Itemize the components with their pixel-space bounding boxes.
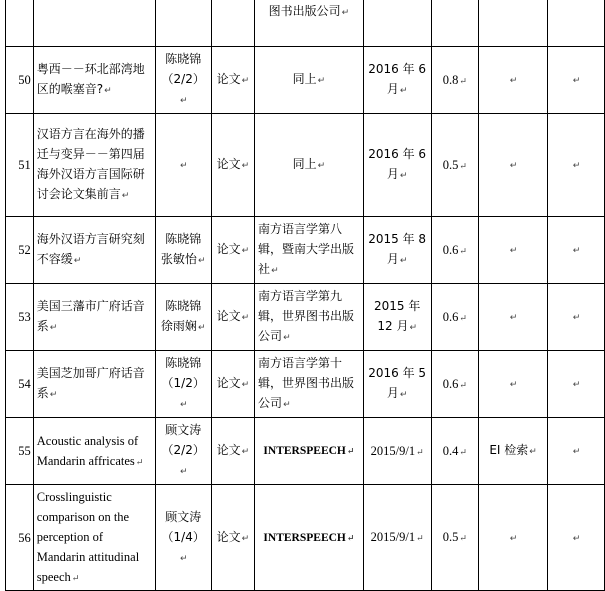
date-cell: 2015 年 12 月↵ [363,284,431,351]
note-cell [547,418,604,485]
date-cell: 2016 年 6 月↵ [363,47,431,114]
score-cell: 0.6↵ [431,351,479,418]
paragraph-mark-icon: ↵ [509,380,518,390]
paragraph-mark-icon: ↵ [572,380,581,390]
paragraph-mark-icon: ↵ [399,390,408,400]
author-cell: 顾文涛（1/4）↵ [155,485,211,591]
paragraph-mark-icon: ↵ [179,400,188,410]
source-cell: 同上↵ [255,114,364,217]
paragraph-mark-icon: ↵ [572,76,581,86]
paragraph-mark-icon: ↵ [49,323,58,333]
index-type-cell: EI 检索↵ [479,418,548,485]
date-cell: 2015/9/1↵ [363,485,431,591]
type-cell: 论文↵ [211,351,254,418]
index-type-cell [479,0,548,47]
paragraph-mark-icon: ↵ [271,266,279,276]
type-cell [211,0,254,47]
date-cell [363,0,431,47]
date-cell: 2016 年 5 月↵ [363,351,431,418]
source-cell: 图书出版公司↵ [255,0,364,47]
source-cell: INTERSPEECH↵ [255,418,364,485]
score-cell [431,0,479,47]
type-cell: 论文↵ [211,114,254,217]
date-cell: 2015/9/1↵ [363,418,431,485]
note-cell [547,114,604,217]
index-cell [6,0,34,47]
type-cell: 论文↵ [211,217,254,284]
paragraph-mark-icon: ↵ [179,467,188,477]
publication-table [5,0,605,591]
paragraph-mark-icon: ↵ [572,447,581,457]
score-cell: 0.6↵ [431,217,479,284]
paragraph-mark-icon: ↵ [241,246,250,256]
paragraph-mark-icon: ↵ [71,573,80,583]
paragraph-mark-icon: ↵ [179,161,188,171]
paragraph-mark-icon: ↵ [459,379,467,390]
paragraph-mark-icon: ↵ [341,8,350,18]
author-cell: 陈晓锦 徐雨娴↵ [155,284,211,351]
index-type-cell [479,217,548,284]
title-cell: Acoustic analysis of Mandarin affricates↵ [33,418,155,485]
row-number: 51 [6,114,34,217]
paragraph-mark-icon: ↵ [509,313,518,323]
paragraph-mark-icon: ↵ [241,533,250,544]
paragraph-mark-icon: ↵ [179,553,188,564]
paragraph-mark-icon: ↵ [459,446,467,457]
paragraph-mark-icon: ↵ [197,256,206,266]
note-cell [547,47,604,114]
row-number: 53 [6,284,34,351]
paragraph-mark-icon: ↵ [572,246,581,256]
title-cell [33,0,155,47]
score-cell: 0.5↵ [431,114,479,217]
note-cell [547,351,604,418]
paragraph-mark-icon: ↵ [179,96,188,106]
paragraph-mark-icon: ↵ [459,312,467,323]
type-cell: 论文↵ [211,485,254,591]
date-cell: 2015 年 8 月↵ [363,217,431,284]
source-cell: 南方语言学第八辑，暨南大学出版社↵ [255,217,364,284]
paragraph-mark-icon: ↵ [49,390,58,400]
index-type-cell [479,47,548,114]
note-cell [547,0,604,47]
paragraph-mark-icon: ↵ [121,191,130,201]
type-cell: 论文↵ [211,47,254,114]
paragraph-mark-icon: ↵ [241,76,250,86]
paragraph-mark-icon: ↵ [73,256,82,266]
source-cell: 南方语言学第九辑，世界图书出版公司↵ [255,284,364,351]
author-cell: 陈晓锦 张敏怡↵ [155,217,211,284]
type-cell: 论文↵ [211,284,254,351]
paragraph-mark-icon: ↵ [416,446,424,457]
paragraph-mark-icon: ↵ [346,532,355,543]
paragraph-mark-icon: ↵ [509,76,518,86]
note-cell [547,485,604,591]
index-type-cell [479,284,548,351]
index-type-cell [479,114,548,217]
note-cell [547,284,604,351]
title-cell: Crosslinguistic comparison on the perception of Mandarin attitudinal speech↵ [33,485,155,591]
table-row [6,47,605,114]
table-row [6,418,605,485]
paragraph-mark-icon: ↵ [572,161,581,171]
paragraph-mark-icon: ↵ [135,456,144,467]
row-number: 50 [6,47,34,114]
author-cell [155,114,211,217]
score-cell: 0.8↵ [431,47,479,114]
paragraph-mark-icon: ↵ [509,246,518,256]
date-cell: 2016 年 6 月↵ [363,114,431,217]
paragraph-mark-icon: ↵ [572,533,581,544]
paragraph-mark-icon: ↵ [399,171,408,181]
paragraph-mark-icon: ↵ [241,161,250,171]
paragraph-mark-icon: ↵ [283,333,291,343]
title-cell: 美国三藩市广府话音系↵ [33,284,155,351]
table-row [6,217,605,284]
index-type-cell [479,485,548,591]
paragraph-mark-icon: ↵ [197,323,206,333]
title-cell: 美国芝加哥广府话音系↵ [33,351,155,418]
author-cell [155,0,211,47]
author-cell: 陈晓锦（1/2）↵ [155,351,211,418]
table-row [6,351,605,418]
paragraph-mark-icon: ↵ [416,533,424,543]
source-cell: INTERSPEECH↵ [255,485,364,591]
table-row [6,284,605,351]
row-number: 54 [6,351,34,418]
paragraph-mark-icon: ↵ [399,86,408,96]
paragraph-mark-icon: ↵ [529,447,537,457]
paragraph-mark-icon: ↵ [572,313,581,323]
paragraph-mark-icon: ↵ [459,245,467,256]
title-cell: 汉语方言在海外的播迁与变异－－第四届海外汉语方言国际研讨会论文集前言↵ [33,114,155,217]
score-cell: 0.5↵ [431,485,479,591]
row-number: 52 [6,217,34,284]
source-cell: 南方语言学第十辑，世界图书出版公司↵ [255,351,364,418]
paragraph-mark-icon: ↵ [283,400,291,410]
paragraph-mark-icon: ↵ [459,75,467,86]
paragraph-mark-icon: ↵ [317,161,326,171]
paragraph-mark-icon: ↵ [399,256,408,266]
title-cell: 粤西－－环北部湾地区的喉塞音?↵ [33,47,155,114]
score-cell: 0.4↵ [431,418,479,485]
paragraph-mark-icon: ↵ [241,313,250,323]
index-type-cell [479,351,548,418]
source-cell: 同上↵ [255,47,364,114]
paragraph-mark-icon: ↵ [509,161,518,171]
paragraph-mark-icon: ↵ [509,533,518,544]
paragraph-mark-icon: ↵ [346,446,355,456]
author-cell: 陈晓锦（2/2）↵ [155,47,211,114]
row-number: 55 [6,418,34,485]
paragraph-mark-icon: ↵ [104,86,112,96]
paragraph-mark-icon: ↵ [317,76,326,86]
table-row [6,0,605,47]
score-cell: 0.6↵ [431,284,479,351]
paragraph-mark-icon: ↵ [241,447,250,457]
row-number: 56 [6,485,34,591]
paragraph-mark-icon: ↵ [459,160,467,171]
title-cell: 海外汉语方言研究刻不容缓↵ [33,217,155,284]
table-row [6,114,605,217]
table-row [6,485,605,591]
author-cell: 顾文涛（2/2）↵ [155,418,211,485]
type-cell: 论文↵ [211,418,254,485]
paragraph-mark-icon: ↵ [409,323,417,333]
note-cell [547,217,604,284]
paragraph-mark-icon: ↵ [459,533,467,543]
paragraph-mark-icon: ↵ [241,380,250,390]
